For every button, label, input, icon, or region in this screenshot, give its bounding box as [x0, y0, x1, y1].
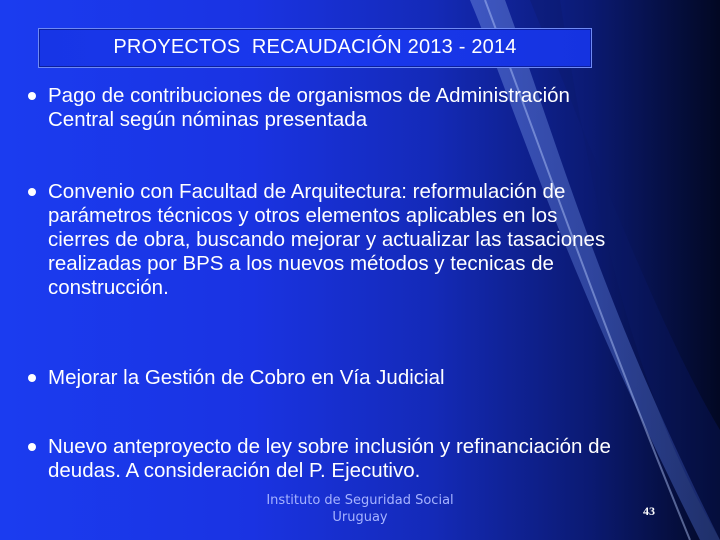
bullet-item — [28, 84, 570, 132]
slide-title: PROYECTOS RECAUDACIÓN 2013 - 2014 — [113, 36, 517, 58]
bullet-icon — [28, 443, 36, 451]
bullet-icon — [28, 188, 36, 196]
bullet-item — [28, 366, 445, 390]
bullet-text: Mejorar la Gestión de Cobro en Vía Judicial — [48, 366, 445, 389]
footer — [250, 492, 470, 526]
bullet-item — [28, 435, 611, 483]
footer-institution: Instituto de Seguridad Social — [266, 493, 454, 508]
bullet-text: Convenio con Facultad de Arquitectura: reformulación de parámetros técnicos y otros elementos aplicables en los cierres de obra, buscando mejorar y actualizar las tasaciones realizadas por BPS a los nuevos métodos y tecnicas de construcción. — [48, 180, 606, 299]
bullet-icon — [28, 374, 36, 382]
bullet-text: Pago de contribuciones de organismos de Administración Central según nóminas presentada — [48, 84, 570, 131]
bullet-item — [28, 180, 605, 300]
bullet-text: Nuevo anteproyecto de ley sobre inclusión y refinanciación de deudas. A consideración del P. Ejecutivo. — [48, 435, 611, 482]
bullet-icon — [28, 92, 36, 100]
page-number: 43 — [643, 504, 655, 518]
title-box — [38, 28, 592, 68]
footer-country: Uruguay — [332, 510, 388, 525]
